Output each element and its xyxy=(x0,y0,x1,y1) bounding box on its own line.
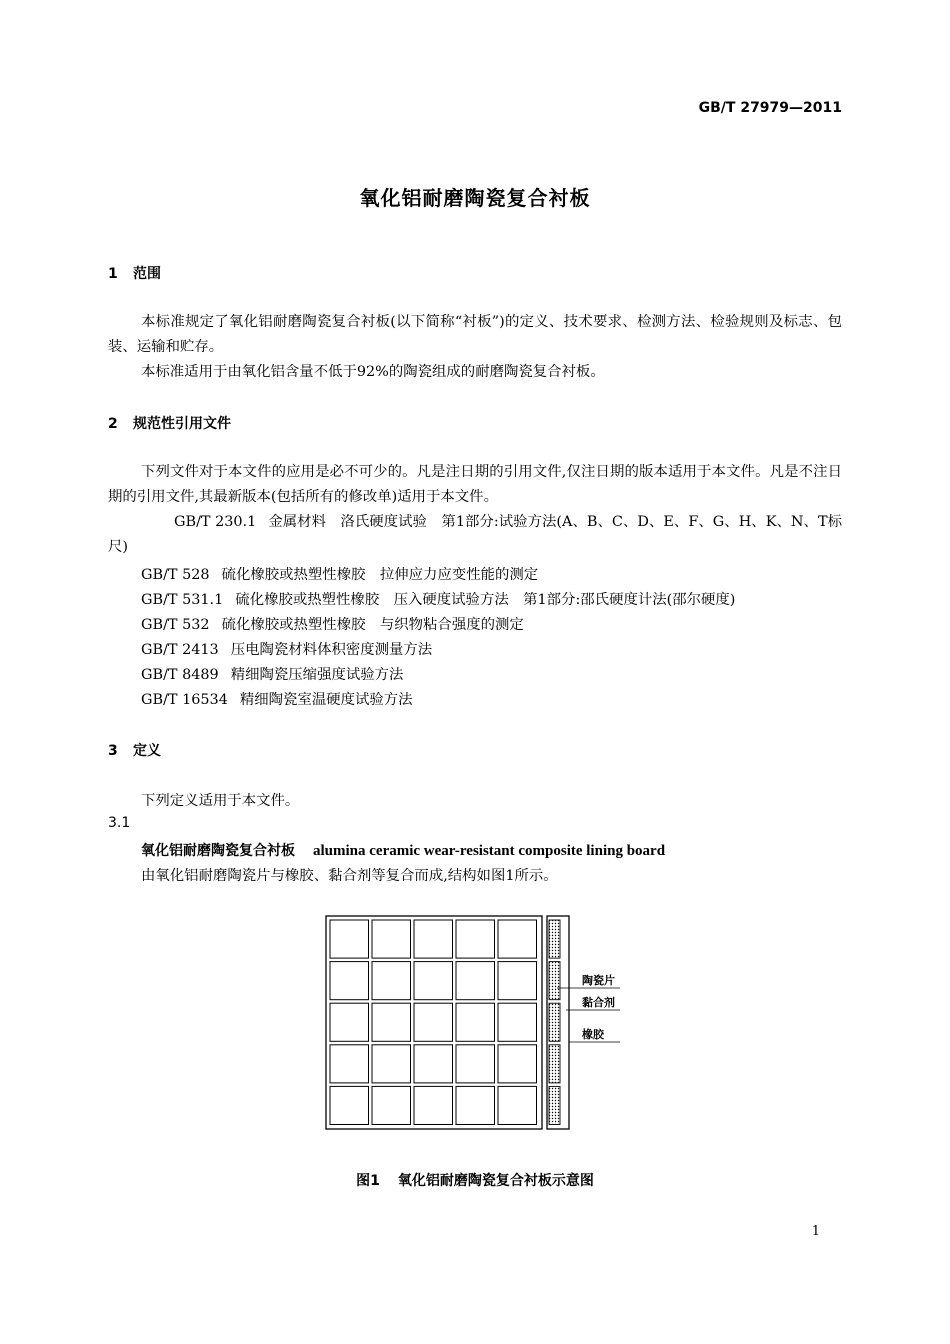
side-ceramic-sheet xyxy=(549,1086,560,1124)
ceramic-tile-grid xyxy=(330,920,537,1125)
ceramic-tile xyxy=(498,920,537,958)
figure-1-diagram xyxy=(320,910,630,1135)
reference-code: GB/T 532 xyxy=(141,617,210,633)
section-2-number: 2 xyxy=(108,416,118,432)
ceramic-tile xyxy=(330,1003,369,1041)
reference-item xyxy=(141,563,538,584)
ceramic-tile xyxy=(456,920,495,958)
reference-item xyxy=(141,638,432,659)
board-frame xyxy=(326,916,542,1129)
reference-code: GB/T 528 xyxy=(141,567,210,583)
section-1-paragraph-1: 本标准规定了氧化铝耐磨陶瓷复合衬板(以下简称“衬板”)的定义、技术要求、检测方法、检验规则及标志、包装、运输和贮存。 xyxy=(108,314,842,355)
ceramic-tile xyxy=(330,1045,369,1083)
section-1-number: 1 xyxy=(108,266,118,282)
reference-item xyxy=(141,663,403,684)
reference-item xyxy=(108,510,842,560)
ceramic-tile xyxy=(330,1086,369,1124)
ceramic-tile xyxy=(414,962,453,1000)
term-line xyxy=(141,840,665,860)
reference-item xyxy=(141,688,413,709)
section-3-number: 3 xyxy=(108,743,118,759)
page-number: 1 xyxy=(811,1224,820,1239)
ceramic-tile xyxy=(414,920,453,958)
reference-item xyxy=(141,588,735,609)
section-2-title: 规范性引用文件 xyxy=(133,416,231,432)
standard-number: GB/T 27979—2011 xyxy=(698,100,842,116)
ceramic-tile xyxy=(330,920,369,958)
figure-1-caption xyxy=(0,1170,950,1190)
ceramic-tile xyxy=(330,962,369,1000)
reference-title: 硫化橡胶或热塑性橡胶 压入硬度试验方法 第1部分:邵氏硬度计法(邵尔硬度) xyxy=(235,592,736,608)
reference-title: 金属材料 洛氏硬度试验 第1部分:试验方法(A、B、C、D、E、F、G、H、K、N、T标尺) xyxy=(108,514,842,555)
figure-caption-title: 氧化铝耐磨陶瓷复合衬板示意图 xyxy=(397,1173,594,1189)
reference-title: 硫化橡胶或热塑性橡胶 与织物粘合强度的测定 xyxy=(221,617,524,633)
reference-code: GB/T 8489 xyxy=(141,667,219,683)
label-adhesive: 黏合剂 xyxy=(582,996,615,1009)
term-english: alumina ceramic wear-resistant composite lining board xyxy=(313,843,666,859)
ceramic-tile xyxy=(498,962,537,1000)
ceramic-tile xyxy=(498,1003,537,1041)
document-title: 氧化铝耐磨陶瓷复合衬板 xyxy=(359,186,591,210)
reference-code: GB/T 2413 xyxy=(141,642,219,658)
reference-item xyxy=(141,613,524,634)
figure-caption-number: 图1 xyxy=(356,1173,380,1189)
reference-title: 精细陶瓷室温硬度试验方法 xyxy=(239,692,413,708)
reference-code: GB/T 230.1 xyxy=(174,514,257,530)
ceramic-tile xyxy=(498,1045,537,1083)
section-1-paragraph-2: 本标准适用于由氧化铝含量不低于92%的陶瓷组成的耐磨陶瓷复合衬板。 xyxy=(141,364,605,380)
side-ceramic-sheet xyxy=(549,1045,560,1083)
ceramic-tile xyxy=(372,962,411,1000)
side-ceramic-sheet xyxy=(549,1003,560,1041)
section-2-intro: 下列文件对于本文件的应用是必不可少的。凡是注日期的引用文件,仅注日期的版本适用于本文件。凡是不注日期的引用文件,其最新版本(包括所有的修改单)适用于本文件。 xyxy=(108,464,842,505)
reference-code: GB/T 16534 xyxy=(141,692,228,708)
reference-code: GB/T 531.1 xyxy=(141,592,224,608)
ceramic-tile xyxy=(456,962,495,1000)
ceramic-tile xyxy=(414,1003,453,1041)
side-ceramic-sheet xyxy=(549,962,560,1000)
ceramic-tile xyxy=(456,1086,495,1124)
clause-number: 3.1 xyxy=(108,815,131,831)
ceramic-tile xyxy=(456,1045,495,1083)
ceramic-tile xyxy=(414,1045,453,1083)
ceramic-tile xyxy=(414,1086,453,1124)
term-chinese: 氧化铝耐磨陶瓷复合衬板 xyxy=(141,843,295,859)
section-1-title: 范围 xyxy=(133,266,161,282)
term-definition: 由氧化铝耐磨陶瓷片与橡胶、黏合剂等复合而成,结构如图1所示。 xyxy=(141,868,558,884)
section-3-intro: 下列定义适用于本文件。 xyxy=(141,793,300,809)
label-rubber: 橡胶 xyxy=(582,1028,604,1041)
reference-title: 精细陶瓷压缩强度试验方法 xyxy=(230,667,404,683)
ceramic-tile xyxy=(372,1086,411,1124)
reference-title: 压电陶瓷材料体积密度测量方法 xyxy=(230,642,433,658)
ceramic-tile xyxy=(372,920,411,958)
ceramic-tile xyxy=(372,1045,411,1083)
section-1-heading xyxy=(108,263,161,283)
side-ceramic-sheet xyxy=(549,920,560,958)
section-2-heading xyxy=(108,413,231,433)
section-3-title: 定义 xyxy=(133,743,161,759)
label-ceramic: 陶瓷片 xyxy=(582,974,615,987)
ceramic-tile xyxy=(498,1086,537,1124)
reference-title: 硫化橡胶或热塑性橡胶 拉伸应力应变性能的测定 xyxy=(221,567,539,583)
section-3-heading xyxy=(108,740,161,760)
side-ceramic-sheets xyxy=(549,920,560,1125)
ceramic-tile xyxy=(372,1003,411,1041)
ceramic-tile xyxy=(456,1003,495,1041)
